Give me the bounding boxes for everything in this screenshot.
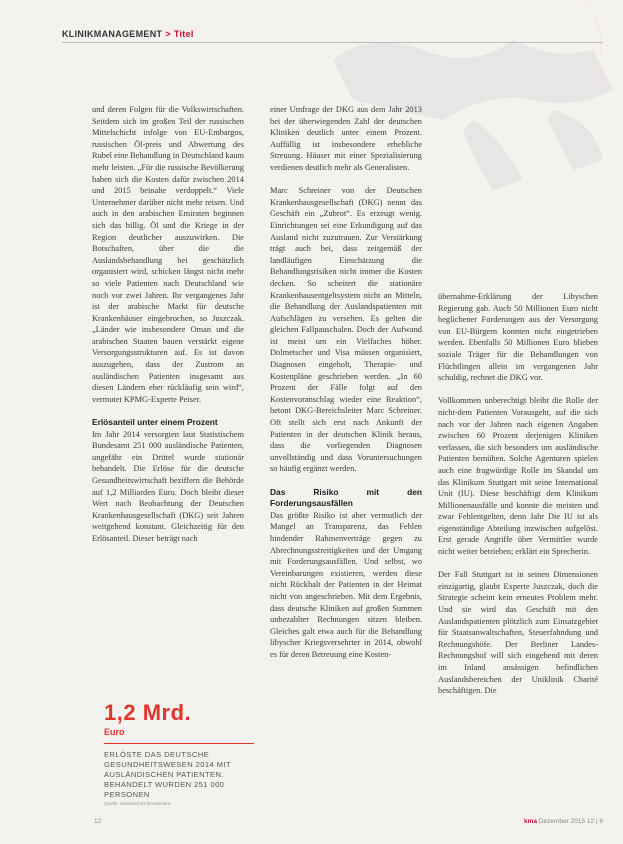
subheading: Das Risiko mit den Forderungsausfällen [270, 486, 422, 509]
paragraph: Marc Schreiner von der Deutschen Krankenhausgesellschaft (DKG) nennt das Geschäft ein „Zubrot“. Es erzeugt wenig. Einrichtungen sei eine Erkundigung auf das Ausland nicht zuzutrauen. Zur Verstärkung trägt auch bei, dass zeitgemäß der landläufigen Einschätzung die Behandlungsrisiken nicht immer die Kosten decken. So scheitert die stationäre Krankenhausentgeltsystem nicht an Mitteln, die Behandlung der Auslandspatienten mit Aufschlägen zu versehen. Es gelten die gleichen Fallpauschalen. Doch der Aufwand ist meist um ein Vielfaches höher. Dolmetscher und Visa müssen organisiert, Diagnosen eingeholt, Therapie- und Kostenpläne geschrieben werden. „In 60 Prozent der Fälle folgt auf den Kostenvoranschlag wieder eine Reaktion“, betont DKG-Bereichsleiter Marc Schreiner. Oft stellt sich erst nach Ankunft der Patienten in der deutschen Klinik heraus, dass die vorliegenden Diagnosen unvollständig und dass Voruntersuchungen so häufig ergänzt werden. [270, 186, 422, 474]
issue-date: Dezember 2015 [538, 818, 586, 825]
stat-divider [104, 743, 254, 744]
paragraph: Das größte Risiko ist aber vermutlich der Mangel an Transparenz, das Fehlen bindender Rahmenverträge gegen zu Abrechnungsstreitigkeiten und der Umgang mit Forderungsausfällen. Und selbst, wo Vereinbarungen existieren, werden diese nicht Rückhalt der Patienten in der Heimat nicht von angeschrieben. Mit dem Ergebnis, dass deutsche Kliniken auf großen Summen unbezahlter Rechnungen sitzen bleiben. Gleiches galt etwa auch für die Behandlung libyscher Kriegsversehrter in 2014, obwohl es für deren Betreuung eine Kosten- [270, 510, 422, 659]
stat-description: ERLÖSTE DAS DEUTSCHE GESUNDHEITSWESEN 2014 MIT AUSLÄNDISCHEN PATIENTEN. BEHANDELT WURDEN 251 000 PERSONEN [104, 750, 231, 799]
subheading: Erlösanteil unter einem Prozent [92, 417, 218, 428]
page-number-right: 12 | 6 [586, 818, 603, 825]
text-column-2 [270, 104, 422, 661]
paragraph: Vollkommen unberechtigt bleibt die Rolle der nicht-dem Patienten Vorausgeht, auf die sich nach vor der Jahren nach eigenen Angaben zwischen 60 Prozent derjenigen Kliniken verlassen, die sich besonders um ausländische Patienten bemühen. Solche Agenturen spielen auch eine fragwürdige Rolle im Skandal um das Klinikum Stuttgart mit seine International Unit (IU). Diese beschäftigt dem Klinikum Millionenausfälle und konnte die meisten und zwar Fehlentgelten, denn Jahr Die IU ist als eigenständige Abteilung inzwischen aufgelöst. Erst gerade Angriffe über Vermittler wurde nicht weiter betrieben; erklärt ein Sprecherin. [438, 396, 598, 557]
paragraph: übernahme-Erklärung der Libyschen Regierung gab. Auch 50 Millionen Euro nicht beglichener Forderungen aus der Versorgung von EU-Bürgern konnten nicht eingetrieben werden. Ebenfalls 50 Millionen Euro blieben soziale Träger für die Behandlungen von Flüchtlingen allein im vergangenen Jahr schuldig, rechnet die DKG vor. [438, 292, 598, 383]
section-label: KLINIKMANAGEMENT [62, 29, 163, 39]
page-number-left: 12 [94, 818, 102, 825]
stat-callout [104, 701, 254, 806]
paragraph: Der Fall Stuttgart ist in seinen Dimensionen einzigartig, glaubt Experte Juszczak, doch die Strategie scheint kein erneutes Problem mehr. Und sie wird das Geschäft mit den Auslandspatienten plötzlich zum Einsatzgebiet für Staatsanwaltschaften, Steuerfahndung und Rechnungshöfe. Der Berliner Landes-Rechnungshof will sich eingehend mit deren im Inland ansässigen befindlichen Auslandsbereichen der Uniklinik Charité beschäftigen. Die [438, 570, 598, 696]
text-column-1 [92, 104, 244, 545]
stat-unit: Euro [104, 727, 125, 737]
paragraph: Im Jahr 2014 versorgten laut Statistischem Bundesamt 251 000 ausländische Patienten, ungefähr ein Drittel wurde stationär behandelt. Die Erlöse für die deutsche Gesundheitswirtschaft beziffern die Behörde auf 1,2 Milliarden Euro. Doch bleibt dieser Wert nach Beobachtung der Deutschen Krankenhausgesellschaft (DKG) seit Jahren weitgehend konstant. Gleichzeitig für den Erlösanteil. Dieser beträgt nach [92, 429, 244, 543]
paragraph: einer Umfrage der DKG aus dem Jahr 2013 bei der überwiegenden Zahl der deutschen Kliniken deutlich unter einem Prozent. Auffällig ist insbesondere erhebliche Streuung. Häuser mit einer Spezialisierung verdienen deutlich mehr als Generalisten. [270, 105, 422, 172]
subsection-label: Titel [173, 29, 194, 39]
paragraph: und deren Folgen für die Volkswirtschaften. Seitdem sich im großen Teil der russischen Mittelschicht infolge von EU-Embargos, russischen Öl-preis und Abwertung des Rubel eine Behandlung in Deutschland kaum mehr leisten. „Für die russische Bevölkerung haben sich die Kosten dafür zwischen 2014 und 2015 beinahe verdoppelt.“ Viele Unternehmer darüber nicht mehr reisen. Und auch in den arabischen Emiraten beginnen sich das billig. Öl und die Kriege in der Region deutlicher auszuwirken. Die Botschaften, über die die Auslandsbehandlung bei geschätzlich organisiert wird, schicken längst nicht mehr so viele Patienten nach Deutschland wie noch vor zwei Jahren. Ihr vergangenes Jahr ist der arabische Markt für deutsche Krankenhäuser eingebrochen, so Juszczak. „Länder wie insbesondere Oman und die arabischen Staaten bauen verstärkt eigene Versorgungsstrukturen auf. Es ist davon auszugehen, dass der Zustrom an ausländischen Patienten insgesamt aus diesen Ländern eher rückläufig sein wird“, vermutet KPMG-Experte Peiser. [92, 105, 244, 404]
footer-info [524, 818, 603, 825]
header-rule [62, 42, 603, 43]
breadcrumb-separator: > [165, 29, 171, 39]
section-header [62, 29, 194, 39]
stat-value: 1,2 Mrd. [104, 700, 192, 725]
magazine-name: kma [523, 818, 537, 825]
text-column-3 [438, 291, 598, 697]
stat-source-note: Quelle: Statistisches Bundesamt [104, 801, 171, 806]
